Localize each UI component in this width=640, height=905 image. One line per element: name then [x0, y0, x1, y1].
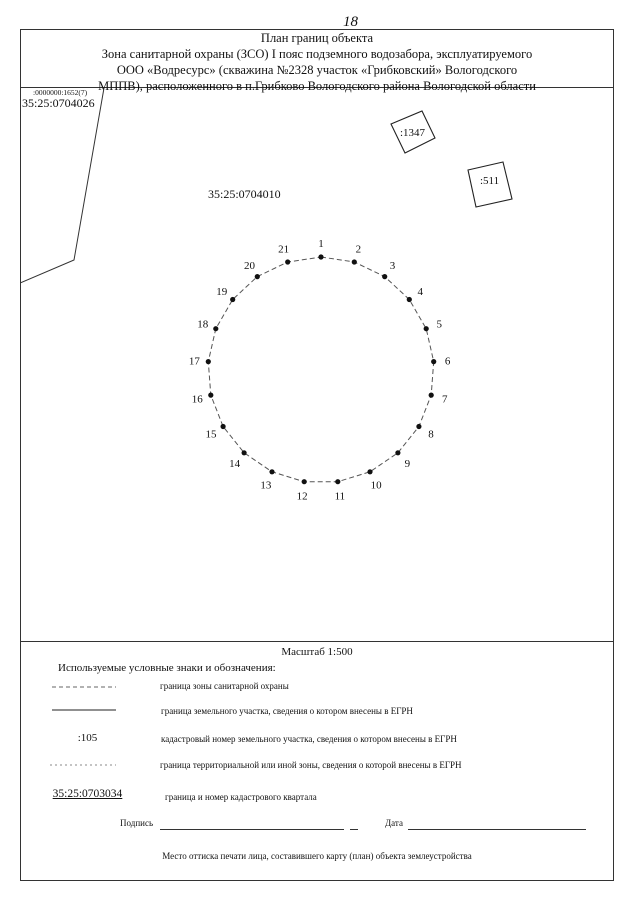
stamp-place-text: Место оттиска печати лица, составившего карту (план) объекта землеустройства: [162, 851, 472, 861]
title-line-3: ООО «Водресурс» (скважина №2328 участок «Грибковский» Вологодского: [116, 63, 518, 77]
boundary-point-10: [367, 469, 372, 474]
signature-line: [160, 829, 344, 830]
legend-symbol-zone-boundary: [52, 684, 116, 690]
map-divider: [20, 641, 614, 642]
boundary-point-6: [431, 359, 436, 364]
parcel-label-1347-text: :1347: [400, 127, 426, 139]
boundary-point-label-11: 11: [334, 490, 346, 503]
parcel-label-511: :511: [480, 175, 500, 187]
boundary-point-label-1: 1: [318, 238, 324, 250]
document-title: [20, 30, 614, 94]
boundary-point-label-19: 19: [216, 285, 228, 298]
title-line-2: Зона санитарной охраны (ЗСО) I пояс подземного водозабора, эксплуатируемого: [101, 47, 533, 61]
quarter-boundary-line: [20, 88, 104, 283]
legend-desc-parcel: граница земельного участка, сведения о котором внесены в ЕГРН: [161, 706, 413, 716]
boundary-point-label-21: 21: [278, 243, 290, 256]
boundary-point-5: [424, 326, 429, 331]
boundary-point-label-6: 6: [444, 355, 451, 368]
page-number: 18: [343, 14, 358, 30]
boundary-point-15: [221, 424, 226, 429]
boundary-point-21: [285, 259, 290, 264]
legend-symbol-quarter: 35:25:0703034: [52, 788, 123, 800]
legend-symbol-zone-line: [50, 762, 116, 768]
boundary-point-11: [335, 479, 340, 484]
boundary-point-label-10: 10: [370, 479, 382, 492]
boundary-point-label-2: 2: [355, 243, 362, 256]
boundary-point-label-14: 14: [229, 458, 241, 471]
scale-text: Масштаб 1:500: [281, 646, 353, 658]
boundary-point-label-5: 5: [436, 318, 442, 331]
boundary-point-1: [318, 254, 323, 259]
quarter-label-left: 35:25:0704026: [22, 96, 95, 110]
legend-desc-zone: граница зоны санитарной охраны: [160, 681, 289, 691]
title-line-4: МППВ), расположенного в п.Грибково Вологодского района Вологодской области: [98, 79, 536, 93]
boundary-point-label-12: 12: [296, 490, 308, 503]
boundary-point-label-16: 16: [191, 393, 203, 406]
boundary-point-label-18: 18: [197, 318, 209, 331]
boundary-point-16: [208, 393, 213, 398]
sanitary-zone-boundary: [205, 257, 433, 482]
boundary-point-18: [213, 326, 218, 331]
quarter-label-center: 35:25:0704010: [208, 187, 281, 201]
boundary-point-label-20: 20: [244, 260, 255, 273]
boundary-point-13: [269, 469, 274, 474]
date-label: Дата: [385, 818, 403, 828]
boundary-point-label-8: 8: [428, 428, 434, 441]
parcel-label-1652: :0000000:1652(7): [33, 88, 88, 97]
boundary-point-3: [382, 274, 387, 279]
boundary-point-label-3: 3: [389, 260, 396, 273]
boundary-point-7: [429, 393, 434, 398]
boundary-point-label-15: 15: [205, 428, 217, 441]
boundary-point-12: [302, 479, 307, 484]
boundary-point-label-13: 13: [260, 479, 272, 492]
legend-desc-territorial: граница территориальной или иной зоны, сведения о которой внесены в ЕГРН: [160, 760, 462, 770]
boundary-point-label-7: 7: [442, 393, 448, 406]
boundary-point-label-9: 9: [404, 458, 411, 471]
legend-symbol-cadastral-number: :105: [77, 732, 98, 744]
signature-label: Подпись: [120, 818, 154, 828]
boundary-map: [20, 88, 614, 641]
boundary-point-20: [255, 274, 260, 279]
legend-title: Используемые условные знаки и обозначения:: [58, 662, 276, 674]
legend-desc-quarter: граница и номер кадастрового квартала: [165, 792, 317, 802]
boundary-point-4: [407, 297, 412, 302]
boundary-point-14: [242, 450, 247, 455]
boundary-point-19: [230, 297, 235, 302]
boundary-point-2: [352, 259, 357, 264]
boundary-point-17: [206, 359, 211, 364]
boundary-point-9: [395, 450, 400, 455]
signature-dash: [350, 829, 358, 830]
title-line-1: План границ объекта: [260, 31, 374, 45]
legend-desc-cadastral: кадастровый номер земельного участка, сведения о котором внесены в ЕГРН: [161, 734, 457, 744]
boundary-point-8: [416, 424, 421, 429]
boundary-point-label-17: 17: [188, 355, 200, 368]
boundary-point-label-4: 4: [417, 285, 424, 298]
legend-symbol-parcel-boundary: [52, 707, 116, 713]
boundary-points: [189, 238, 451, 503]
date-line: [408, 829, 586, 830]
